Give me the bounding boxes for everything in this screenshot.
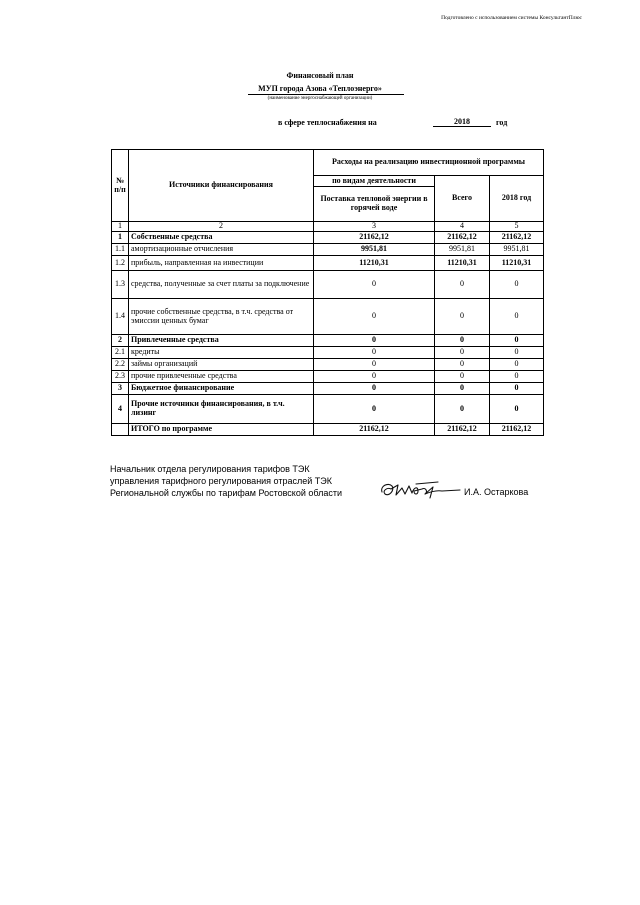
row-value-total: 0 <box>435 271 490 299</box>
col-num: 5 <box>490 222 544 232</box>
row-value-total: 0 <box>435 383 490 395</box>
row-name: Прочие источники финансирования, в т.ч. лизинг <box>129 395 314 424</box>
table-row <box>112 371 544 383</box>
row-name: прибыль, направленная на инвестиции <box>129 256 314 271</box>
table-row-total <box>112 424 544 436</box>
row-value-total: 0 <box>435 359 490 371</box>
sphere-label: в сфере теплоснабжения на <box>278 118 377 127</box>
row-value-year: 11210,31 <box>490 256 544 271</box>
org-underline <box>248 94 404 95</box>
year-suffix: год <box>496 118 508 127</box>
table-row <box>112 271 544 299</box>
row-value-year: 0 <box>490 359 544 371</box>
row-value-total: 0 <box>435 347 490 359</box>
header-num: № п/п <box>112 150 129 222</box>
row-value-year: 0 <box>490 271 544 299</box>
table-row <box>112 256 544 271</box>
row-value-total: 11210,31 <box>435 256 490 271</box>
row-name: займы организаций <box>129 359 314 371</box>
header-source: Источники финансирования <box>129 150 314 222</box>
row-value-total: 21162,12 <box>435 424 490 436</box>
row-value-year: 0 <box>490 347 544 359</box>
consultant-note: Подготовлено с использованием системы КонсультантПлюс <box>441 15 582 21</box>
financial-plan-table <box>111 149 544 436</box>
handwritten-signature-icon <box>378 478 462 502</box>
position-line: Начальник отдела регулирования тарифов ТЭК <box>110 464 310 474</box>
row-value-total: 0 <box>435 371 490 383</box>
table-row <box>112 395 544 424</box>
row-num: 1.3 <box>112 271 129 299</box>
row-value-heat: 21162,12 <box>314 232 435 244</box>
table-row <box>112 359 544 371</box>
table-row <box>112 244 544 256</box>
column-number-row <box>112 222 544 232</box>
row-num <box>112 424 129 436</box>
row-name: кредиты <box>129 347 314 359</box>
row-num: 2 <box>112 335 129 347</box>
header-heat-supply: Поставка тепловой энергии в горячей воде <box>314 187 435 222</box>
row-name: амортизационные отчисления <box>129 244 314 256</box>
row-value-heat: 0 <box>314 335 435 347</box>
row-value-heat: 0 <box>314 347 435 359</box>
row-name: прочие собственные средства, в т.ч. средства от эмиссии ценных бумаг <box>129 299 314 335</box>
position-line: Региональной службы по тарифам Ростовской области <box>110 488 343 498</box>
row-value-year: 21162,12 <box>490 424 544 436</box>
row-num: 2.2 <box>112 359 129 371</box>
row-value-year: 0 <box>490 371 544 383</box>
row-name: прочие привлеченные средства <box>129 371 314 383</box>
row-value-total: 0 <box>435 299 490 335</box>
table-row <box>112 383 544 395</box>
row-value-heat: 0 <box>314 371 435 383</box>
row-value-heat: 0 <box>314 395 435 424</box>
row-num: 1.1 <box>112 244 129 256</box>
row-name: Бюджетное финансирование <box>129 383 314 395</box>
row-value-total: 0 <box>435 395 490 424</box>
table-row <box>112 232 544 244</box>
row-value-year: 0 <box>490 395 544 424</box>
col-num: 1 <box>112 222 129 232</box>
row-value-heat: 9951,81 <box>314 244 435 256</box>
row-value-year: 0 <box>490 335 544 347</box>
col-num: 3 <box>314 222 435 232</box>
row-value-total: 21162,12 <box>435 232 490 244</box>
table-row <box>112 335 544 347</box>
row-value-total: 9951,81 <box>435 244 490 256</box>
row-value-heat: 11210,31 <box>314 256 435 271</box>
row-num: 1 <box>112 232 129 244</box>
row-name: Собственные средства <box>129 232 314 244</box>
row-value-heat: 0 <box>314 271 435 299</box>
row-value-heat: 0 <box>314 383 435 395</box>
table-row <box>112 347 544 359</box>
col-num: 2 <box>129 222 314 232</box>
header-total: Всего <box>435 176 490 222</box>
row-value-heat: 21162,12 <box>314 424 435 436</box>
row-num: 2.3 <box>112 371 129 383</box>
table-row <box>112 299 544 335</box>
org-caption: (наименование энергоснабжающей организации) <box>267 96 373 101</box>
signatory-name: И.А. Остаркова <box>464 487 529 497</box>
row-num: 1.2 <box>112 256 129 271</box>
row-num: 4 <box>112 395 129 424</box>
position-line: управления тарифного регулирования отраслей ТЭК <box>110 476 332 486</box>
row-name: Привлеченные средства <box>129 335 314 347</box>
row-num: 3 <box>112 383 129 395</box>
row-value-heat: 0 <box>314 359 435 371</box>
org-name: МУП города Азова «Теплоэнерго» <box>258 84 382 93</box>
row-num: 2.1 <box>112 347 129 359</box>
row-value-year: 0 <box>490 299 544 335</box>
row-value-total: 0 <box>435 335 490 347</box>
header-by-activity: по видам деятельности <box>314 176 435 187</box>
row-value-year: 9951,81 <box>490 244 544 256</box>
header-year: 2018 год <box>490 176 544 222</box>
row-num: 1.4 <box>112 299 129 335</box>
header-expenses: Расходы на реализацию инвестиционной программы <box>314 150 544 176</box>
row-value-year: 21162,12 <box>490 232 544 244</box>
row-name: ИТОГО по программе <box>129 424 314 436</box>
row-value-year: 0 <box>490 383 544 395</box>
signatory-position <box>110 463 342 499</box>
doc-title: Финансовый план <box>286 71 354 80</box>
col-num: 4 <box>435 222 490 232</box>
plan-year: 2018 <box>433 117 491 127</box>
row-name: средства, полученные за счет платы за подключение <box>129 271 314 299</box>
row-value-heat: 0 <box>314 299 435 335</box>
